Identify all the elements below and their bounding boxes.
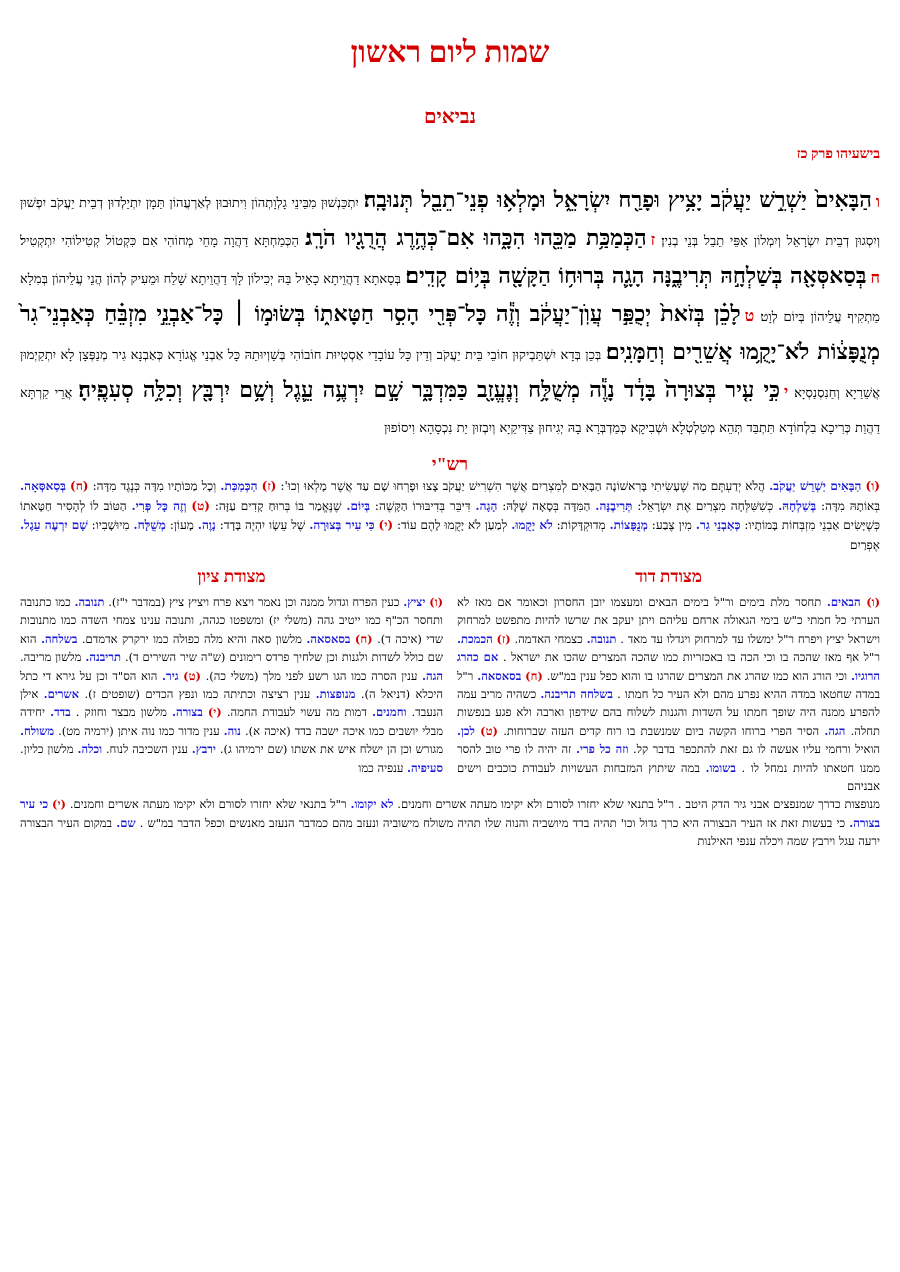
targum-text: בְּסַאתָא דַהֲוֵיתָא כָאֵיל בַּהּ יְכִילוֹן לָךְ דַהֲוֵיתָא שָׁלַח וּמֵעִיק לְהוֹן הֲנֵי עֲלֵיהוֹן בְּמִלָא מַתְקִיף עֲלֵיהוֹן בְּיוֹם לְוָט׃ <box>20 272 881 325</box>
entry-heading: גיר. <box>162 668 179 683</box>
entry-heading: הַכְּמַכַּת. <box>220 479 258 493</box>
entry-text: וכי הורג הוא כמו שהרג את המצרים שהרגו בו והוא כפל ענין במ"ש. <box>546 668 848 683</box>
entry-heading: כי עיר בצורה. <box>20 797 881 830</box>
entry-heading: לכן. <box>457 723 475 738</box>
entry-ref: (ט) <box>191 498 210 513</box>
entry-heading: הבאים. <box>826 595 861 609</box>
targum-text: אֲרֵי קַרְתָּא דַהֲוַת כְּרִיכָא בִלְחוֹדָא תִּתְבַּד תְּהֵא מְטַלְטְלָא וּשְׁבִיקָא כְּמַדְבְּרָא בָהּ יְגִיחוּן צַדִּיקַיָא וְיִבְזוּן יַת נִכְסָהָא וִיסוֹפוּן <box>20 386 880 436</box>
chapter-heading: בישעיהו פרק כז <box>796 147 880 162</box>
entry-text: ר"ל במדה שחטאו במדה ההיא נפרע מהם ולא העיר כל חמתו . <box>457 668 881 702</box>
entry-ref: (ז) <box>261 479 277 493</box>
entry-text: מִין צֶבַע: <box>651 518 692 532</box>
entry-heading: הָגָה. <box>475 498 498 513</box>
entry-text: מְדוּקְדָּקוֹת: <box>556 518 606 532</box>
verse-number: ו <box>875 192 881 211</box>
entry-heading: בְּסַאסְּאָה. <box>20 479 66 493</box>
entry-ref: (ח) <box>525 668 543 683</box>
entry-text: ענפיה כמו <box>358 760 404 775</box>
entry-text: אילן הנעבד. <box>20 687 444 720</box>
entry-text: שֶׁנֶּאֱמַר בּוֹ בְּרוּחַ קָדִים עַזָּה: <box>214 498 342 513</box>
entry-text: אֶפְרַיִם <box>849 537 880 552</box>
entry-ref: (ח) <box>354 631 373 646</box>
entry-heading: הגה. <box>422 668 444 683</box>
entry-heading: בשלחה תריבנה. <box>540 687 613 702</box>
section-title: נביאים <box>424 106 476 128</box>
entry-text: הַמִּדָּה בְּסָאָה שֶׁלָּהּ: <box>502 498 591 513</box>
entry-heading: אשרים. <box>43 687 80 702</box>
entry-heading: מְנֻפָּצוֹת. <box>609 518 648 532</box>
entry-heading: תנובה. <box>586 631 617 646</box>
entry-ref: (ו) <box>866 595 881 609</box>
entry-heading: וְזֶה כָּל פְּרִי. <box>131 498 187 513</box>
entry-text: ענין רציצה וכתיתה כמו ונפץ הכדים (שופטים ז). <box>84 687 311 702</box>
entry-text: מלשון מבצר וחוזק . <box>75 705 167 720</box>
entry-heading: תְּרִיבֶנָּה. <box>595 498 633 513</box>
commentary-continuation <box>20 795 880 850</box>
entry-text: מִיוּשָׁבִיו: <box>91 518 130 532</box>
verse-number: ט <box>744 306 755 325</box>
entry-text: מָעוֹן: <box>169 518 194 532</box>
entry-text: במה שיתוץ המזבחות העשויות לעבודת כוכבים וישים אבניהם <box>457 760 880 794</box>
entry-text: כי בעשות זאת אז העיר הבצורה היא כרך גדול וכו' תהיה בדד מיושביה והנוה שלו תהיה משולח מישוביה ונעזב מהם כמדבר הנעזב מאנשים וכפל הדבר במ"ש . <box>139 815 846 830</box>
entry-text: ר"ל בתנאי שלא יחזרו לסורם ולא יקימו מעתה אשרים וחמנים. <box>69 797 347 812</box>
entry-ref: (י) <box>207 705 222 720</box>
entry-text: כמו כתנובה ותחסר הכ"ף כמו ייטיב גהה (משלי יז) ומשפטו כגהה, ותנובה ענינו צמחי השדה כמו מתנובות שדי (איכה ד). <box>20 595 443 646</box>
entry-heading: בדד. <box>50 705 71 720</box>
metzudat-zion-column <box>20 567 443 795</box>
entry-heading: תנובה. <box>74 595 105 609</box>
entry-text: הוא שם כולל לשדות ולגנות וכן שלחיך פרדס רימונים (ש"ה שיר השירים ד). <box>20 631 444 665</box>
entry-text: כשהיה מריב עמה להפרע ממנה היה שופך חמתו על השדות והגנות לשלוח בהם שידפון וארבה ולא פגע בנפשות תחלה. <box>457 687 881 738</box>
entry-text: זה יהיה לו פרי טוב להסר ממנו חטאתו להיות נמחל לו . <box>457 742 881 775</box>
metzudat-david-title: מצודת דוד <box>635 567 702 586</box>
entry-heading: לא יקומו. <box>350 797 394 812</box>
verse-number: י <box>784 382 789 401</box>
entry-heading: נוה. <box>223 723 241 738</box>
entry-text: וְכָל מַכּוֹתָיו מִדָּה כְּנֶגֶד מִדָּה: <box>92 479 217 493</box>
entry-heading: בשומו. <box>705 760 736 775</box>
entry-text: כצמחי האדמה. <box>514 631 583 646</box>
targum-text: יִתְכַּנְשׁוּן מִבֵּינֵי גָלְוָתְהוֹן וִיתוּבוּן לְאַרְעֲהוֹן תַּמָן יִתְיַלְדוּן דְבֵית יַעֲקֹב יִפְשׁוּן וְיִסְגוּן דְבֵית יִשְׂרָאֵל וְיִמְלוֹן אַפֵּי תֵבֵל בְּנֵי בְנִין׃ <box>20 196 881 249</box>
entry-ref: (ט) <box>480 723 498 738</box>
entry-text: הֲלֹא יְדַעְתֶּם מַה שֶׁעָשִׂיתִי בָּרִאשׁוֹנָה הַבָּאִים לְמִצְרַיִם אֲשֶׁר הִשְׁרִישׁ יַעֲקֹב צָצוּ וּפָרְחוּ שָׁם עַד אֲשֶׁר מָלְאוּ וְכוּ': <box>280 479 766 493</box>
entry-text: תחסר מלת בימים ור"ל בימים הבאים ומעצמו יובן החסרון וכאומר אם מאז לא הערתי כל חמתי כ"ש בימי הגאולה ארחם עליהם ויתן יעקב את שרשו להיות מתפשט למרחוק וישראל יציץ ויפרח ר"ל ימשלו עד למרחוק ויגדלו עד מאד . <box>457 595 881 646</box>
page-title: שמות ליום ראשון <box>350 36 550 69</box>
entry-text: הוא הס"ד וכן על גירא די כתל היכלא (דניאל ה). <box>20 668 444 702</box>
entry-heading: תריבנה. <box>85 650 121 665</box>
entry-heading: בסאסאה. <box>477 668 522 683</box>
entry-text: דמות מה עשוי לעבודת החמה. <box>226 705 367 720</box>
commentary-columns <box>20 567 880 795</box>
entry-heading: וכלה. <box>77 742 103 757</box>
entry-heading: כְּאַבְנֵי גִר. <box>695 518 741 532</box>
entry-heading: וחמנים. <box>371 705 407 720</box>
entry-ref: (ט) <box>183 668 201 683</box>
entry-text: מלשון סאה והיא מלה כפולה כמו ירקרק אדמדם. <box>81 631 302 646</box>
entry-heading: מְשֻׁלָּח. <box>133 518 166 532</box>
entry-heading: בצורה. <box>171 705 203 720</box>
entry-text: בְּאוֹתָהּ מִדָּה: <box>821 498 880 513</box>
entry-text: כְּשִׁשִּׁלְּחָה מִצְרַיִם אֶת יִשְׂרָאֵל: <box>637 498 774 513</box>
entry-heading: לֹא יָקֻמוּ. <box>511 518 553 532</box>
entry-ref: (ח) <box>70 479 89 493</box>
entry-text: דִּיבֵּר בְּדִיבּוּרוֹ הַקָּשֶׁה: <box>374 498 471 513</box>
entry-heading: הכמכת. <box>457 631 493 646</box>
entry-ref: (ז) <box>496 631 511 646</box>
entry-heading: שם. <box>116 815 136 830</box>
verse-number: ז <box>650 230 656 249</box>
entry-text: ענין הסרה כמו הגו רשע לפני מלך (משלי כה). <box>205 668 418 683</box>
entry-text: ענין השכיבה לנוח. <box>105 742 188 757</box>
entry-heading: בשלחה. <box>40 631 78 646</box>
verse-number: ח <box>870 268 881 287</box>
entry-heading: בְּיוֹם. <box>346 498 371 513</box>
entry-heading: כִּי עִיר בְּצוּרָה. <box>309 518 375 532</box>
entry-text: מגורש וכן הן ישלח איש את אשתו (שם ירמיהו ג). <box>219 742 444 757</box>
entry-heading: ירבץ. <box>191 742 216 757</box>
metzudat-david-text <box>457 593 880 795</box>
entry-heading: בסאסאה. <box>306 631 351 646</box>
entry-text: יחידה מבלי יושבים כמו איכה ישבה בדד (איכה א). <box>20 705 444 738</box>
rashi-title: רש"י <box>431 454 469 474</box>
verse-text: כִּ֣י עִ֤יר בְּצוּרָה֙ בָּדָ֔ד נָוֶ֕ה מְשֻׁלָּ֥ח וְנֶעֱזָ֖ב כַּמִּדְבָּ֑ר שָׁ֣ם יִרְעֶ֥ה עֵ֛גֶל וְשָׁ֥ם יִרְבָּ֖ץ וְכִלָּ֥ה סְעִפֶֽיהָ׃ <box>78 377 781 403</box>
entry-ref: (י) <box>378 518 394 532</box>
verse-text: לָכֵ֗ן בְּזֹאת֙ יְכֻפַּ֣ר עֲוֺֽן־יַעֲקֹ֔ב וְזֶ֕ה כָּל־פְּרִ֖י הָסִ֣ר חַטָּאת֑וֹ בְּשׂוּמ֣וֹ ׀ כָּל־אַבְנֵ֣י מִזְבֵּ֗חַ כְּאַבְנֵי־גִר֙ מְנֻפָּצ֔וֹת לֹא־יָקֻ֥מוּ אֲשֵׁרִ֖ים וְחַמָּנִֽים׃ <box>20 301 881 365</box>
entry-heading: שָׁם יִרְעֶה עֵגֶל. <box>20 518 88 532</box>
entry-heading: וזה כל פרי. <box>575 742 629 757</box>
entry-text: הסיר הפרי ברוחו הקשה ביום שמנשבת בו רוח קדים העזה שברוחות. <box>503 723 820 738</box>
entry-text: מלשון כליון. <box>20 742 74 757</box>
entry-ref: (י) <box>52 797 66 812</box>
entry-heading: הגה. <box>824 723 846 738</box>
entry-text: הואיל ורחמי עליו אעשה לו גם זאת להתכפר בדבר קל. <box>632 742 881 757</box>
entry-heading: יציץ. <box>403 595 426 609</box>
entry-ref: (ו) <box>865 479 880 493</box>
entry-text: ענין מדור כמו נוה איתן (ירמיה מט). <box>58 723 220 738</box>
targum-text: הַכְּמַחְתָּא דַהֲוָה מָחֵי מְחוֹהִי אִם כִּקְטוֹל קְטִילוֹהִי יִתְקְטִיל׃ <box>20 234 299 249</box>
targum-text: בְּכֵן בְּדָא יִשְׁתַּבְיקוּן חוֹבֵי בֵּית יַעֲקֹב וְדֵין כָּל עוֹבָדֵי אַסְטְיוּת חוֹבוֹהִי בְּשַׁוְיוּתֵהּ כָּל אַבְנֵי אֱגוֹרָא כְּאַבְנָא גִיר מְנַפְּצָן לָא יִתְקַיְמוּן אֲשֵׁרַיָא וְחַנִסְנַסְיָא׃ <box>20 348 880 401</box>
entry-text: ר"ל אף מאז שהכה בו וכי הכה בו באכזריות כמו שהכה המצרים שהכו את ישראל . <box>502 650 881 665</box>
verse-text: הַבָּאִים֙ יַשְׁרֵ֣שׁ יַעֲקֹ֔ב יָצִ֥יץ וּפָרַ֖ח יִשְׂרָאֵ֑ל וּמָלְא֥וּ פְנֵי־תֵבֵ֖ל תְּנוּבָֽה׃ <box>363 187 872 213</box>
continuation-lead: מנופצות כדרך שמנפצים אבני גיר הדק היטב . ר"ל בתנאי שלא יחזרו לסורם ולא יקימו מעתה אשרים וחמנים. <box>397 797 880 812</box>
entry-heading: הַבָּאִים יַשְׁרֵשׁ יַעֲקֹב. <box>769 479 862 493</box>
rashi-commentary <box>20 477 880 555</box>
metzudat-zion-text <box>20 593 443 777</box>
entry-heading: נָוֶה. <box>197 518 216 532</box>
document-page <box>20 0 880 851</box>
entry-text: שֶׁל עֵשָׂו יִהְיֶה בָּדָד: <box>219 518 306 532</box>
entry-text: כעין הפרח וגדול ממנה וכן נאמר ויצא פרח ויציץ ציץ (במדבר י"ז). <box>108 595 400 609</box>
entry-ref: (ו) <box>429 595 444 609</box>
entry-heading: משולח. <box>20 723 55 738</box>
entry-text: מלשון מריבה. <box>20 650 82 665</box>
verse-text: בְּסַאסְּאָ֖ה בְּשַׁלְחָ֣הּ תְּרִיבֶ֑נָּה הָגָ֛ה בְּרוּח֥וֹ הַקָּשָׁ֖ה בְּי֥וֹם קָדִֽים׃ <box>405 263 867 289</box>
scripture-text <box>20 183 880 446</box>
entry-text: במקום העיר הבצורה ירעה עגל וירבץ שמה ויכלה ענפי האילנות <box>20 815 880 849</box>
entry-text: הַטּוֹב לוֹ לְהָסִיר חַטָּאתוֹ כְּשֶׁיָּשִׂים אַבְנֵי מִזְבְּחוֹת בָּמוֹתָיו: <box>20 498 880 532</box>
metzudat-david-column <box>457 567 880 795</box>
entry-heading: סעיפיה. <box>407 760 443 775</box>
entry-heading: מנופצות. <box>315 687 356 702</box>
entry-text: לְמַעַן לֹא יָקֻמוּ לָהֶם עוֹד: <box>396 518 508 532</box>
entry-heading: אם כהרג הרוגיו. <box>457 650 880 683</box>
entry-heading: בְּשַׁלְחָהּ. <box>778 498 817 513</box>
verse-text: הַכְּמַכַּ֥ת מַכֵּ֖הוּ הִכָּ֑הוּ אִם־כְּהֶ֥רֶג הֲרֻגָ֖יו הֹרָֽג׃ <box>305 225 647 251</box>
metzudat-zion-title: מצודת ציון <box>197 567 266 586</box>
